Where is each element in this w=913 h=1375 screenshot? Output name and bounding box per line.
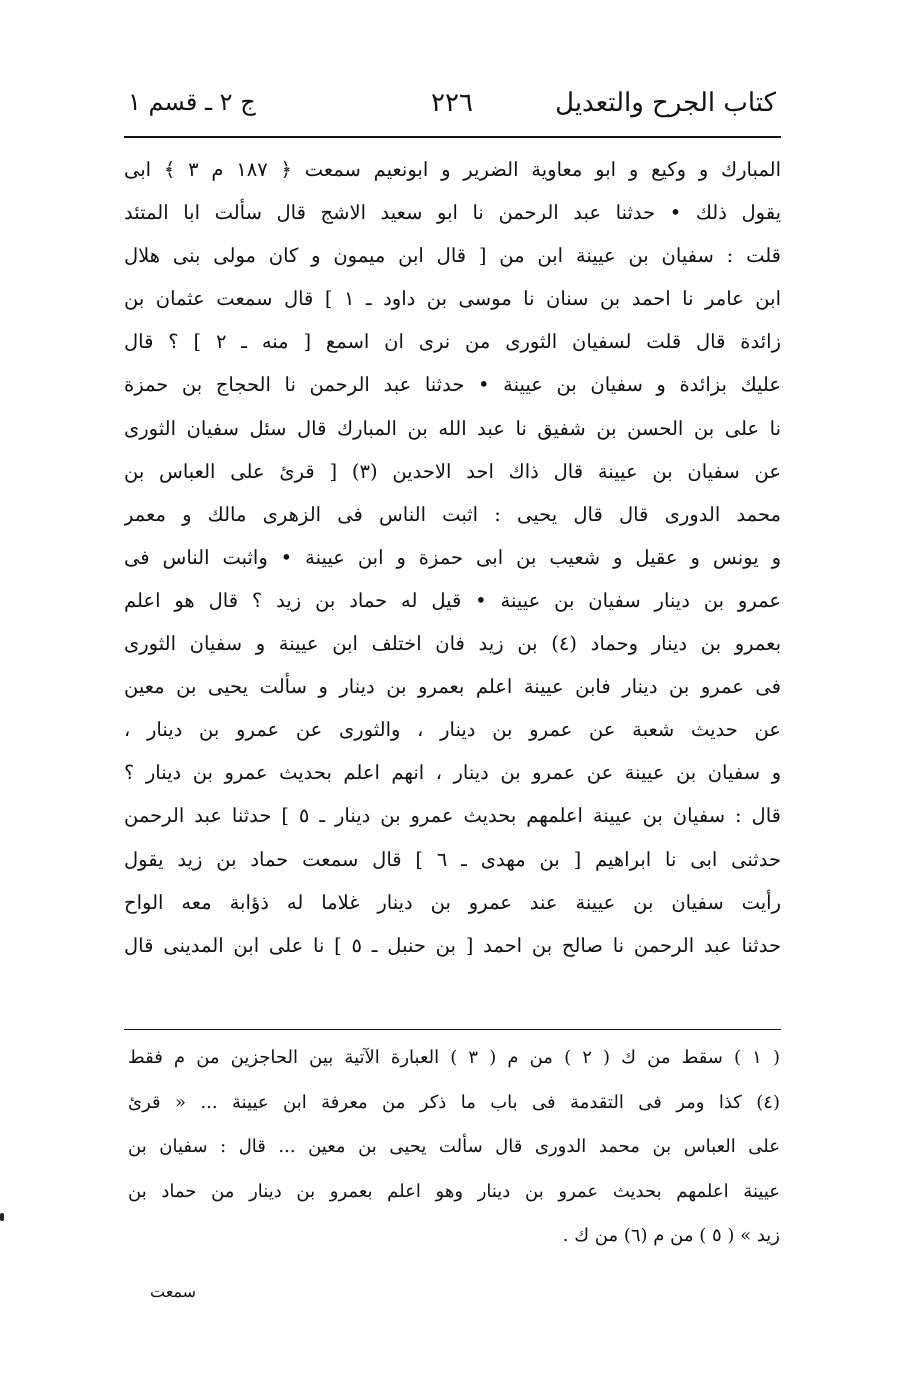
- text-line: نا على بن الحسن بن شفيق نا عبد الله بن المبارك قال سئل سفيان الثورى: [124, 416, 781, 440]
- text-line: حدثنا عبد الرحمن نا صالح بن احمد [ بن حنبل ـ ٥ ] نا على ابن المدينى قال: [124, 933, 781, 957]
- text-line: قال : سفيان بن عيينة اعلمهم بحديث عمرو بن دينار ـ ٥ ] حدثنا عبد الرحمن: [124, 804, 781, 828]
- catchword: سمعت: [150, 1282, 197, 1301]
- footnote-line: زيد » ( ٥ ) من م (٦) من ك .: [562, 1225, 780, 1247]
- footnotes: [128, 1036, 780, 1259]
- text-line: عليك بزائدة و سفيان بن عيينة • حدثنا عبد الرحمن نا الحجاج بن حمزة: [124, 373, 781, 397]
- text-line: قلت : سفيان بن عيينة ابن من [ قال ابن ميمون و كان مولى بنى هلال: [124, 244, 781, 268]
- text-line: و سفيان بن عيينة عن عمرو بن دينار ، انهم اعلم بحديث عمرو بن دينار ؟: [124, 761, 781, 785]
- header-rule: [124, 136, 781, 138]
- text-line: المبارك و وكيع و ابو معاوية الضرير و ابونعيم سمعت ﴿ ١٨٧ م ٣ ﴾ ابى: [124, 158, 781, 181]
- volume-part-label: ج ٢ ـ قسم ١: [128, 88, 256, 116]
- text-line: ابن عامر نا احمد بن سنان نا موسى بن داود ـ ١ ] قال سمعت عثمان بن: [124, 287, 781, 311]
- footnote-line: (٤) كذا ومر فى التقدمة فى باب ما ذكر من معرفة ابن عيينة ... « قرئ: [128, 1091, 780, 1113]
- main-text: [124, 148, 781, 967]
- footnote-line: ( ١ ) سقط من ك ( ٢ ) من م ( ٣ ) العبارة الآتية بين الحاجزين من م فقط: [128, 1047, 780, 1068]
- text-line: بعمرو بن دينار وحماد (٤) بن زيد فان اختلف ابن عيينة و سفيان الثورى: [124, 632, 781, 656]
- text-line: رأيت سفيان بن عيينة عند عمرو بن دينار غلاما له ذؤابة معه الواح: [124, 890, 781, 914]
- text-line: و يونس و عقيل و شعيب بن ابى حمزة و ابن عيينة • واثبت الناس فى: [124, 545, 781, 569]
- text-line: عن سفيان بن عيينة قال ذاك احد الاحدين (٣) [ قرئ على العباس بن: [124, 459, 781, 483]
- text-line: زائدة قال قلت لسفيان الثورى من نرى ان اسمع [ منه ـ ٢ ] ؟ قال: [124, 330, 781, 354]
- text-line: حدثنى ابى نا ابراهيم [ بن مهدى ـ ٦ ] قال سمعت حماد بن زيد يقول: [124, 847, 781, 871]
- text-line: يقول ذلك • حدثنا عبد الرحمن نا ابو سعيد الاشج قال سألت ابا المتئد: [124, 201, 781, 225]
- text-line: فى عمرو بن دينار فابن عيينة اعلم بعمرو بن دينار و سألت يحيى بن معين: [124, 675, 781, 699]
- running-header: [128, 88, 776, 134]
- footnote-rule: [124, 1029, 781, 1030]
- book-title: كتاب الجرح والتعديل: [555, 88, 776, 118]
- text-line: محمد الدورى قال قال يحيى : اثبت الناس فى الزهرى مالك و معمر: [124, 502, 781, 526]
- footnote-line: عيينة اعلمهم بحديث عمرو بن دينار وهو اعلم بعمرو بن دينار من حماد بن: [128, 1180, 780, 1202]
- footnote-line: على العباس بن محمد الدورى قال سألت يحيى بن معين ... قال : سفيان بن: [128, 1136, 780, 1158]
- margin-mark: [0, 1213, 4, 1221]
- text-line: عن حديث شعبة عن عمرو بن دينار ، والثورى عن عمرو بن دينار ،: [124, 718, 781, 742]
- page-number: ٢٢٦: [431, 88, 473, 118]
- text-line: عمرو بن دينار سفيان بن عيينة • قيل له حماد بن زيد ؟ قال هو اعلم: [124, 588, 781, 612]
